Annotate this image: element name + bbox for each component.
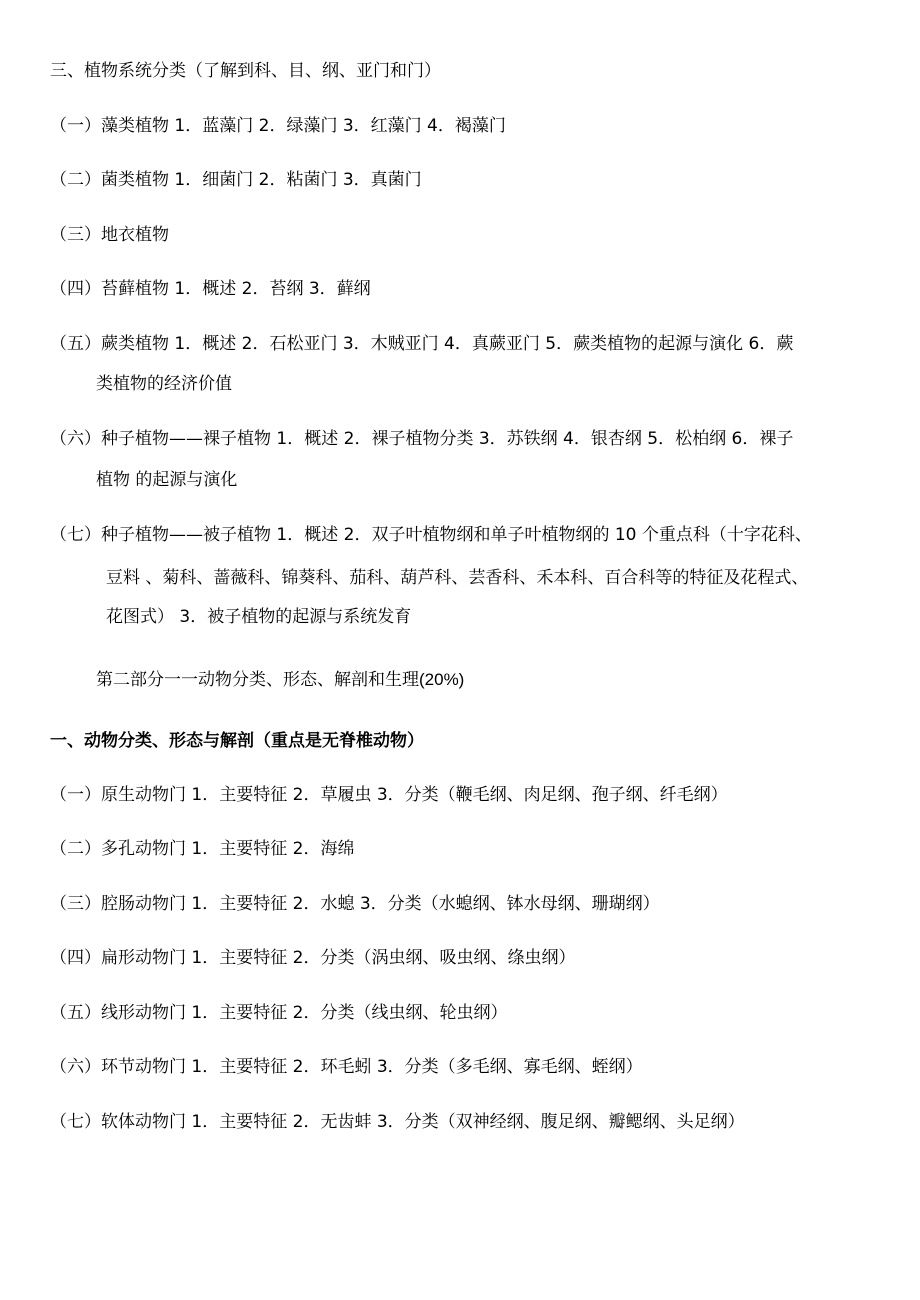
animal-item-4: （四）扁形动物门 1．主要特征 2．分类（涡虫纲、吸虫纲、绦虫纲） [50,948,576,968]
plant-item-1: （一）藻类植物 1．蓝藻门 2．绿藻门 3．红藻门 4．褐藻门 [50,116,506,136]
animal-item-2: （二）多孔动物门 1．主要特征 2．海绵 [50,839,355,859]
animal-item-6: （六）环节动物门 1．主要特征 2．环毛蚓 3．分类（多毛纲、寡毛纲、蛭纲） [50,1057,643,1077]
animal-item-5: （五）线形动物门 1．主要特征 2．分类（线虫纲、轮虫纲） [50,1003,508,1023]
plant-item-6: （六）种子植物——裸子植物 1．概述 2．裸子植物分类 3．苏铁纲 4．银杏纲 5．松柏纲 6．裸子 [50,429,794,449]
animal-item-3: （三）腔肠动物门 1．主要特征 2．水螅 3．分类（水螅纲、钵水母纲、珊瑚纲） [50,894,660,914]
section-title: 三、植物系统分类（了解到科、目、纲、亚门和门） [50,61,441,81]
part-title: 第二部分一一动物分类、形态、解剖和生理(20%) [96,670,465,689]
plant-item-6-cont: 植物 的起源与演化 [96,470,238,490]
plant-item-2: （二）菌类植物 1．细菌门 2．粘菌门 3．真菌门 [50,170,422,190]
animal-item-1: （一）原生动物门 1．主要特征 2．草履虫 3．分类（鞭毛纲、肉足纲、孢子纲、纤毛纲） [50,785,728,805]
plant-item-5: （五）蕨类植物 1．概述 2．石松亚门 3．木贼亚门 4．真蕨亚门 5．蕨类植物的起源与演化 6．蕨 [50,334,794,354]
plant-item-4: （四）苔藓植物 1．概述 2．苔纲 3．藓纲 [50,279,371,299]
plant-item-7-cont2: 花图式） 3．被子植物的起源与系统发育 [106,607,412,627]
plant-item-3: （三）地衣植物 [50,225,169,245]
plant-item-7: （七）种子植物——被子植物 1．概述 2．双子叶植物纲和单子叶植物纲的 10 个重点科（十字花科、 [50,525,812,545]
section-heading: 一、动物分类、形态与解剖（重点是无脊椎动物） [50,731,424,751]
plant-item-7-cont: 豆料 、菊科、蔷薇科、锦葵科、茄科、葫芦科、芸香科、禾本科、百合科等的特征及花程式、 [106,568,809,588]
animal-item-7: （七）软体动物门 1．主要特征 2．无齿蚌 3．分类（双神经纲、腹足纲、瓣鳃纲、头足纲） [50,1112,745,1132]
plant-item-5-cont: 类植物的经济价值 [96,374,232,394]
